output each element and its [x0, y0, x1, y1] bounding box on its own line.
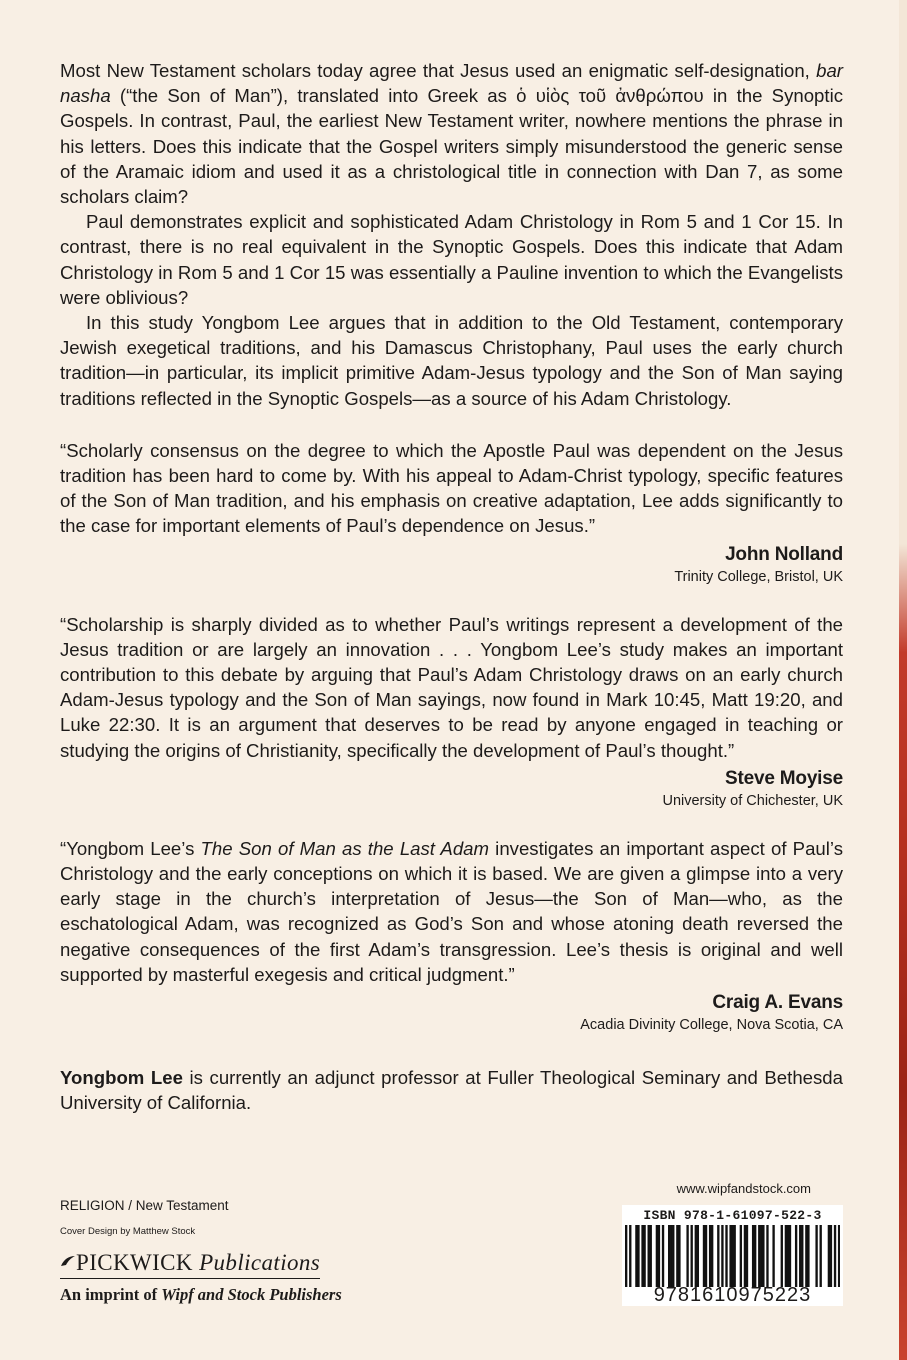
endorsement-quote: “Yongbom Lee’s The Son of Man as the Last Adam investigates an important aspect of Paul’s Christology and the early conceptions on which it is based. We are given a glimpse into a very early stage in the church’s interpretation of Jesus—the Son of Man—who, as the eschatological Adam, was recognized as God’s Son and whose atoning death reversed the negative consequences of the first Adam’s transgression. Lee’s thesis is original and well supported by masterful exegesis and critical judgment.” — [60, 837, 843, 985]
barcode-bar — [729, 1225, 731, 1287]
barcode-bar — [772, 1225, 774, 1287]
subject-category: RELIGION / New Testament — [60, 1198, 229, 1213]
barcode-bar — [709, 1225, 711, 1287]
barcode-bar — [721, 1225, 723, 1287]
barcode-bar — [781, 1225, 783, 1287]
isbn-barcode — [622, 1205, 843, 1306]
barcode-bar — [746, 1225, 748, 1287]
synopsis-paragraph-2: Paul demonstrates explicit and sophisticated Adam Christology in Rom 5 and 1 Cor 15. In contrast, there is no real equivalent in the Synoptic Gospels. Does this indicate that Adam Christology in Rom 5 and 1 Cor 15 was essentially a Pauline invention to which the Evangelists were oblivious? — [60, 211, 843, 308]
barcode-bar — [678, 1225, 680, 1287]
quill-icon — [60, 1255, 76, 1267]
barcode-bar — [731, 1225, 733, 1287]
isbn-number: ISBN 978-1-61097-522-3 — [643, 1208, 822, 1223]
synopsis-paragraph-1: Most New Testament scholars today agree that Jesus used an enigmatic self-designation, bar nasha (“the Son of Man”), translated into Greek as ὁ υἱὸς τοῦ ἀνθρώπου in the Synoptic Gospels. In contrast, Paul, the earliest New Testament writer, nowhere mentions the phrase in his letters. Does this indicate that the Gospel writers simply misunderstood the generic sense of the Aramaic idiom and used it as a christological title in connection with Dan 7, as some scholars claim? — [60, 60, 843, 208]
barcode-bar — [656, 1225, 658, 1287]
endorser-name: John Nolland — [725, 543, 843, 565]
cover-design-credit: Cover Design by Matthew Stock — [60, 1226, 196, 1237]
barcode-bar — [672, 1225, 674, 1287]
barcode-bar — [820, 1225, 822, 1287]
barcode-bar — [629, 1225, 631, 1287]
barcode-bar — [703, 1225, 705, 1287]
endorser-affiliation: Acadia Divinity College, Nova Scotia, CA — [580, 1017, 843, 1034]
barcode-bar — [686, 1225, 688, 1287]
barcode-bar — [641, 1225, 643, 1287]
barcode-bar — [760, 1225, 762, 1287]
synopsis-paragraph-3: In this study Yongbom Lee argues that in addition to the Old Testament, contemporary Jewish exegetical traditions, and his Damascus Christophany, Paul uses the early church tradition—in particular, its implicit primitive Adam-Jesus typology and the Son of Man saying traditions reflected in the Synoptic Gospels—as a source of his Adam Christology. — [60, 312, 843, 409]
endorsement-quote: “Scholarly consensus on the degree to which the Apostle Paul was dependent on the Jesus tradition has been hard to come by. With his appeal to Adam-Christ typology, specific features of the Son of Man tradition, and his emphasis on creative adaptation, Lee adds significantly to the case for important elements of Paul’s dependence on Jesus.” — [60, 439, 843, 537]
barcode-bar — [834, 1225, 836, 1287]
barcode-icon — [625, 1225, 840, 1287]
barcode-bar — [830, 1225, 832, 1287]
barcode-bar — [762, 1225, 764, 1287]
barcode-bar — [838, 1225, 840, 1287]
endorser-name: Craig A. Evans — [712, 992, 843, 1014]
barcode-bar — [734, 1225, 736, 1287]
publisher-website: www.wipfandstock.com — [676, 1181, 811, 1196]
cover-footer — [60, 1181, 843, 1318]
cover-edge-artwork — [899, 0, 907, 1360]
barcode-bar — [705, 1225, 707, 1287]
book-title: The Son of Man as the Last Adam — [200, 837, 490, 859]
back-cover-text — [60, 58, 843, 1116]
barcode-bar — [766, 1225, 768, 1287]
author-bio: Yongbom Lee is currently an adjunct professor at Fuller Theological Seminary and Bethesda University of California. — [60, 1067, 843, 1114]
barcode-bar — [815, 1225, 817, 1287]
endorser-affiliation: Trinity College, Bristol, UK — [674, 568, 843, 585]
barcode-bar — [807, 1225, 809, 1287]
barcode-bar — [711, 1225, 713, 1287]
barcode-bar — [658, 1225, 660, 1287]
barcode-bar — [670, 1225, 672, 1287]
barcode-bar — [799, 1225, 801, 1287]
barcode-bar — [697, 1225, 699, 1287]
barcode-bar — [828, 1225, 830, 1287]
endorser-name: Steve Moyise — [725, 767, 843, 789]
barcode-bar — [625, 1225, 627, 1287]
barcode-bar — [789, 1225, 791, 1287]
barcode-digits: 9781610975223 — [653, 1284, 812, 1306]
barcode-bar — [717, 1225, 719, 1287]
author-name: Yongbom Lee — [60, 1067, 183, 1089]
barcode-bar — [691, 1225, 693, 1287]
barcode-bar — [676, 1225, 678, 1287]
barcode-bar — [805, 1225, 807, 1287]
imprint-line: An imprint of Wipf and Stock Publishers — [60, 1285, 342, 1304]
barcode-bar — [740, 1225, 742, 1287]
publisher-logo — [60, 1250, 342, 1305]
barcode-bar — [754, 1225, 756, 1287]
barcode-bar — [637, 1225, 639, 1287]
barcode-bar — [785, 1225, 787, 1287]
barcode-bar — [648, 1225, 650, 1287]
publisher-name: PICKWICK — [76, 1250, 193, 1275]
endorsement-2 — [60, 612, 843, 811]
endorsement-3 — [60, 836, 843, 1035]
aramaic-term: bar nasha — [60, 60, 843, 107]
barcode-bar — [725, 1225, 727, 1287]
barcode-bar — [744, 1225, 746, 1287]
endorsement-quote: “Scholarship is sharply divided as to whether Paul’s writings represent a development of the Jesus tradition or are largely an innovation . . . Yongbom Lee’s study makes an important contribution to this debate by arguing that Paul’s Adam Christology draws on an early church Adam-Jesus typology and the Son of Man sayings, now found in Mark 10:45, Matt 19:20, and Luke 22:30. It is an argument that deserves to be read by anyone engaged in teaching or studying the origins of Christianity, specifically the development of Paul’s thought.” — [60, 613, 843, 761]
barcode-bar — [758, 1225, 760, 1287]
barcode-bar — [668, 1225, 670, 1287]
barcode-bar — [662, 1225, 664, 1287]
barcode-bar — [752, 1225, 754, 1287]
barcode-bar — [795, 1225, 797, 1287]
barcode-bar — [695, 1225, 697, 1287]
barcode-bar — [643, 1225, 645, 1287]
barcode-bar — [635, 1225, 637, 1287]
endorser-affiliation: University of Chichester, UK — [662, 792, 843, 809]
publisher-word: Publications — [199, 1250, 321, 1275]
barcode-bar — [801, 1225, 803, 1287]
endorsement-1 — [60, 438, 843, 587]
barcode-bar — [650, 1225, 652, 1287]
barcode-bar — [787, 1225, 789, 1287]
